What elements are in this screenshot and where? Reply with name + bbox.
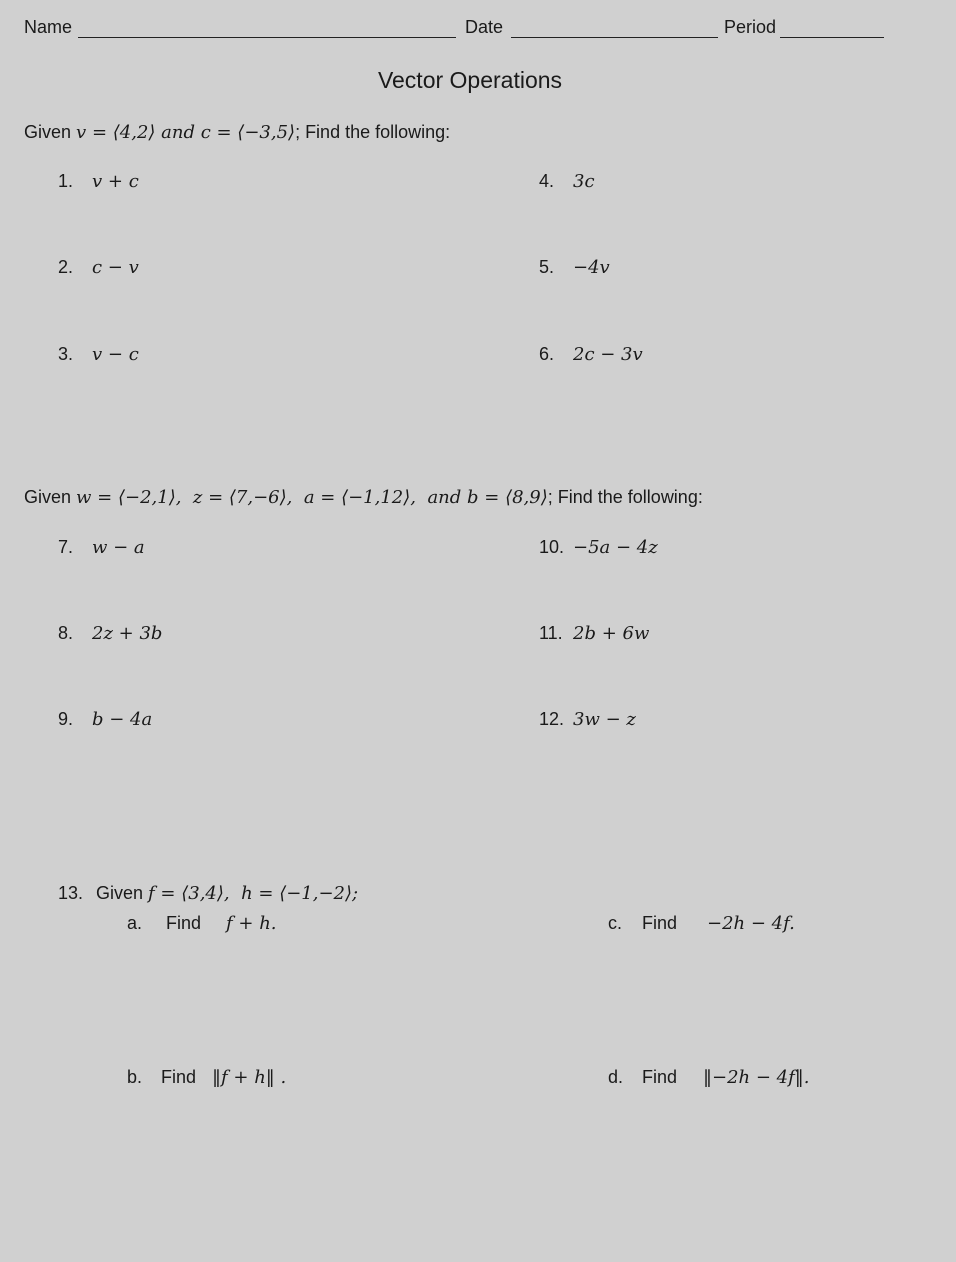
- problem-5: [539, 257, 610, 278]
- section1-given: [24, 122, 450, 143]
- problem-expression: v + c: [92, 171, 139, 192]
- given-math: v = ⟨4,2⟩ and c = ⟨−3,5⟩: [76, 122, 296, 143]
- find-label: Find: [642, 913, 678, 933]
- name-field[interactable]: [78, 37, 456, 38]
- given-suffix: ; Find the following:: [547, 487, 703, 507]
- problem-10: [539, 537, 658, 558]
- problem-11: [539, 623, 649, 644]
- problem-6: [539, 344, 643, 365]
- date-field[interactable]: [511, 37, 718, 38]
- part-label: d.: [608, 1067, 624, 1087]
- problem-number: 8.: [58, 623, 74, 643]
- part-expression: −2h − 4f.: [707, 913, 795, 934]
- date-label: Date: [465, 17, 504, 37]
- part-expression: f + h.: [226, 913, 277, 934]
- given-prefix: Given: [96, 883, 144, 903]
- given-suffix: ; Find the following:: [295, 122, 451, 142]
- problem-number: 2.: [58, 257, 74, 277]
- problem-8: [58, 623, 162, 644]
- period-field[interactable]: [780, 37, 884, 38]
- problem-number: 13.: [58, 883, 84, 903]
- problem-number: 7.: [58, 537, 74, 557]
- find-label: Find: [161, 1067, 197, 1087]
- part-label: b.: [127, 1067, 143, 1087]
- find-label: Find: [166, 913, 202, 933]
- problem-4: [539, 171, 595, 192]
- find-label: Find: [642, 1067, 678, 1087]
- problem-13-given: [58, 883, 358, 904]
- given-math: f = ⟨3,4⟩, h = ⟨−1,−2⟩;: [148, 883, 359, 904]
- given-prefix: Given: [24, 487, 72, 507]
- given-math: w = ⟨−2,1⟩, z = ⟨7,−6⟩, a = ⟨−1,12⟩, and b = ⟨8,9⟩: [76, 487, 548, 508]
- section2-given: [24, 487, 703, 508]
- problem-12: [539, 709, 636, 730]
- part-d: [608, 1067, 810, 1088]
- problem-expression: 2z + 3b: [92, 623, 163, 644]
- problem-number: 6.: [539, 344, 555, 364]
- problem-expression: 3w − z: [573, 709, 636, 730]
- problem-2: [58, 257, 139, 278]
- part-c: [608, 913, 795, 934]
- part-expression: ‖−2h − 4f‖.: [703, 1067, 810, 1088]
- name-label: Name: [24, 17, 73, 37]
- problem-expression: 2b + 6w: [573, 623, 650, 644]
- problem-1: [58, 171, 139, 192]
- part-a: [127, 913, 277, 934]
- problem-expression: 2c − 3v: [573, 344, 643, 365]
- part-expression: ‖f + h‖ .: [212, 1067, 287, 1088]
- problem-3: [58, 344, 139, 365]
- problem-7: [58, 537, 145, 558]
- problem-expression: v − c: [92, 344, 139, 365]
- part-b: [127, 1067, 286, 1088]
- problem-number: 9.: [58, 709, 74, 729]
- problem-expression: 3c: [573, 171, 595, 192]
- problem-expression: −5a − 4z: [573, 537, 658, 558]
- problem-9: [58, 709, 152, 730]
- problem-number: 12.: [539, 709, 565, 729]
- period-label: Period: [724, 17, 777, 37]
- given-prefix: Given: [24, 122, 72, 142]
- problem-expression: −4v: [573, 257, 610, 278]
- problem-number: 3.: [58, 344, 74, 364]
- problem-expression: b − 4a: [92, 709, 153, 730]
- problem-number: 4.: [539, 171, 555, 191]
- part-label: c.: [608, 913, 623, 933]
- problem-number: 10.: [539, 537, 565, 557]
- problem-expression: c − v: [92, 257, 139, 278]
- page-title: Vector Operations: [377, 67, 563, 93]
- problem-number: 11.: [539, 623, 563, 643]
- problem-number: 5.: [539, 257, 555, 277]
- problem-expression: w − a: [92, 537, 145, 558]
- part-label: a.: [127, 913, 143, 933]
- problem-number: 1.: [58, 171, 74, 191]
